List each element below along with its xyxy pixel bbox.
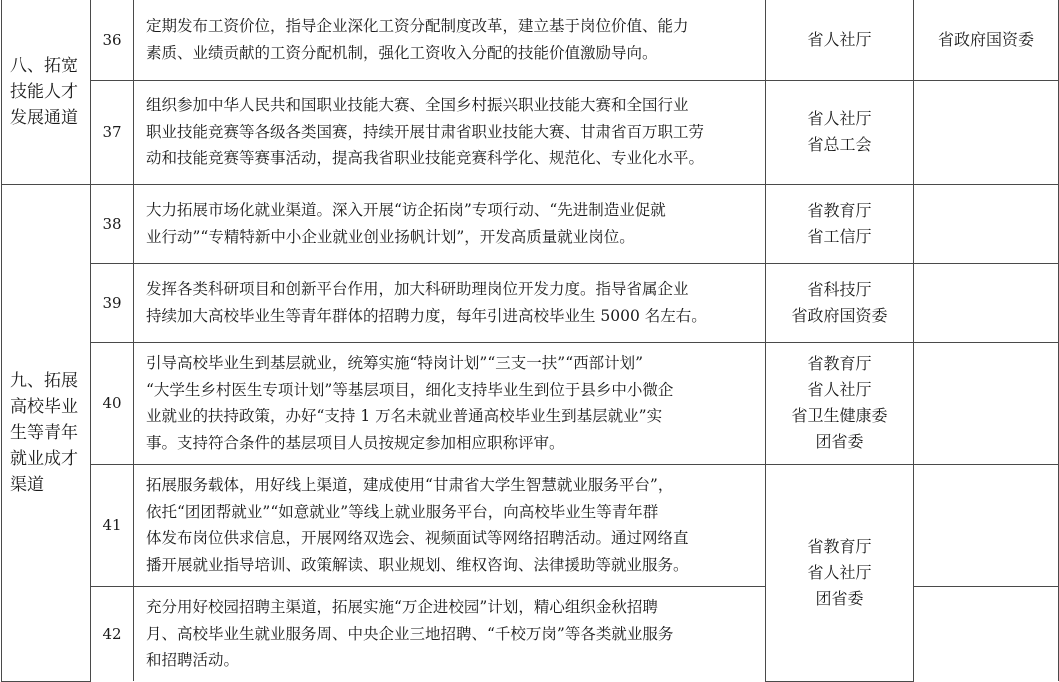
item-number: 37	[91, 80, 134, 184]
item-number: 42	[91, 586, 134, 681]
lead-unit: 省卫生健康委	[791, 406, 888, 425]
lead-unit: 省政府国资委	[791, 305, 888, 325]
item-number: 41	[91, 464, 134, 586]
lead-unit-cell	[766, 184, 914, 263]
description-line: 和招聘活动。	[146, 651, 240, 669]
policy-task-table	[1, 0, 1059, 682]
description-line: 拓展服务载体，用好线上渠道，建成使用“甘肃省大学生智慧就业服务平台”，	[146, 476, 674, 494]
lead-unit: 省教育厅	[807, 200, 872, 220]
description-line: 持续加大高校毕业生等青年群体的招聘力度，每年引进高校毕业生 5000 名左右。	[146, 306, 707, 325]
lead-unit-cell	[766, 263, 914, 342]
lead-unit: 省人社厅	[807, 109, 872, 128]
table-row	[2, 263, 1059, 342]
category-line: 高校毕业	[10, 396, 78, 417]
item-description	[134, 586, 766, 681]
description-line: 职业技能竞赛等各级各类国赛，持续开展甘肃省职业技能大赛、甘肃省百万职工劳	[146, 122, 705, 141]
category-line: 技能人才	[10, 81, 78, 102]
support-unit-cell	[914, 586, 1059, 681]
description-line: 充分用好校园招聘主渠道，拓展实施“万企进校园”计划，精心组织金秋招聘	[146, 598, 658, 616]
table-row	[2, 464, 1059, 586]
category-cell	[2, 184, 91, 681]
description-line: 业行动”“专精特新中小企业就业创业扬帆计划”，开发高质量就业岗位。	[146, 227, 635, 246]
lead-unit: 团省委	[815, 588, 864, 608]
item-number: 38	[91, 184, 134, 263]
lead-unit: 省总工会	[807, 135, 872, 154]
item-description	[134, 464, 766, 586]
lead-unit: 省教育厅	[807, 354, 872, 373]
category-line: 就业成才	[10, 448, 78, 469]
description-line: 事。支持符合条件的基层项目人员按规定参加相应职称评审。	[146, 433, 565, 452]
support-unit-cell: 省政府国资委	[914, 0, 1059, 80]
support-unit-cell	[914, 263, 1059, 342]
description-line: 依托“团团帮就业”“如意就业”等线上就业服务平台，向高校毕业生等青年群	[146, 502, 659, 521]
description-line: 引导高校毕业生到基层就业，统筹实施“特岗计划”“三支一扶”“西部计划”	[146, 354, 644, 372]
description-line: “大学生乡村医生专项计划”等基层项目，细化支持毕业生到位于县乡中小微企	[146, 380, 674, 399]
item-number: 36	[91, 0, 134, 80]
lead-unit-cell	[766, 80, 914, 184]
category-line: 渠道	[10, 474, 44, 495]
description-line: 体发布岗位供求信息，开展网络双选会、视频面试等网络招聘活动。通过网络直	[146, 529, 689, 547]
table-row	[2, 342, 1059, 464]
support-unit-cell	[914, 342, 1059, 464]
lead-unit: 省科技厅	[807, 279, 872, 299]
lead-unit: 省教育厅	[807, 536, 872, 556]
item-number: 39	[91, 263, 134, 342]
item-description	[134, 184, 766, 263]
lead-unit: 省人社厅	[807, 562, 872, 582]
category-line: 发展通道	[10, 107, 78, 128]
item-description	[134, 80, 766, 184]
lead-unit: 省人社厅	[807, 29, 872, 49]
description-line: 动和技能竞赛等赛事活动，提高我省职业技能竞赛科学化、规范化、专业化水平。	[146, 149, 705, 168]
category-line: 八、拓宽	[10, 55, 78, 76]
item-number: 40	[91, 342, 134, 464]
description-line: 月、高校毕业生就业服务周、中央企业三地招聘、“千校万岗”等各类就业服务	[146, 624, 674, 643]
table-row	[2, 184, 1059, 263]
lead-unit: 省工信厅	[807, 226, 872, 246]
description-line: 组织参加中华人民共和国职业技能大赛、全国乡村振兴职业技能大赛和全国行业	[146, 96, 689, 115]
lead-unit: 省人社厅	[807, 380, 872, 399]
item-description	[134, 263, 766, 342]
description-line: 业就业的扶持政策，办好“支持 1 万名未就业普通高校毕业生到基层就业”实	[146, 407, 663, 425]
description-line: 播开展就业指导培训、政策解读、职业规划、维权咨询、法律援助等就业服务。	[146, 555, 689, 574]
category-cell	[2, 0, 91, 184]
support-unit-cell	[914, 184, 1059, 263]
description-line: 素质、业绩贡献的工资分配机制，强化工资收入分配的技能价值激励导向。	[146, 43, 658, 62]
support-unit-cell	[914, 464, 1059, 586]
item-description	[134, 0, 766, 80]
description-line: 发挥各类科研项目和创新平台作用，加大科研助理岗位开发力度。指导省属企业	[146, 280, 689, 298]
description-line: 大力拓展市场化就业渠道。深入开展“访企拓岗”专项行动、“先进制造业促就	[146, 201, 666, 219]
table-row	[2, 80, 1059, 184]
lead-unit-cell	[766, 342, 914, 464]
lead-unit-cell	[766, 464, 914, 681]
category-line: 生等青年	[10, 422, 78, 443]
support-unit-cell	[914, 80, 1059, 184]
lead-unit: 团省委	[815, 432, 864, 451]
lead-unit-cell	[766, 0, 914, 80]
category-line: 九、拓展	[10, 370, 78, 391]
description-line: 定期发布工资价位，指导企业深化工资分配制度改革，建立基于岗位价值、能力	[146, 17, 689, 36]
table-row	[2, 0, 1059, 80]
item-description	[134, 342, 766, 464]
